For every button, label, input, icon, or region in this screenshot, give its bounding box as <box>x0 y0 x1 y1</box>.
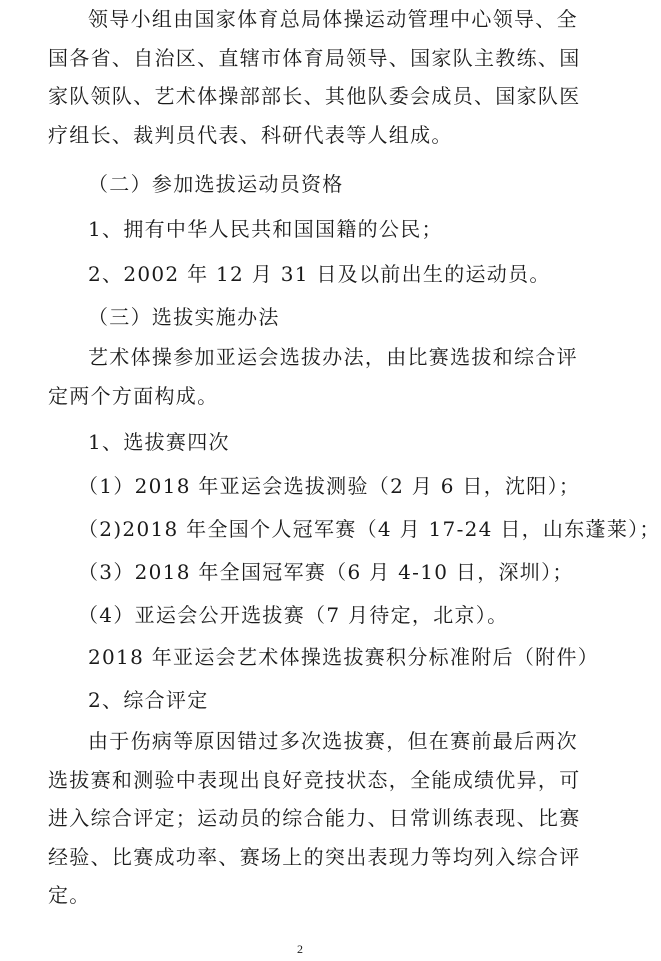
eligibility-item-nationality: 1、拥有中华人民共和国国籍的公民； <box>88 217 443 241</box>
paragraph-comprehensive-evaluation: 由于伤病等原因错过多次选拔赛，但在赛前最后两次选拔赛和测验中表现出良好竞技状态，全能成绩优异，可进入综合评定；运动员的综合能力、日常训练表现、比赛经验、比赛成功率、赛场上的突出表现力等均列入综合评定。 <box>48 729 581 907</box>
section-heading-athlete-eligibility: （二）参加选拔运动员资格 <box>88 172 344 196</box>
trial-event-1: （1）2018 年亚运会选拔测验（2 月 6 日，沈阳）； <box>78 474 581 498</box>
section-heading-selection-method: （三）选拔实施办法 <box>88 305 280 329</box>
trial-event-4: （4）亚运会公开选拔赛（7 月待定，北京）。 <box>78 603 509 627</box>
trial-event-3: （3）2018 年全国冠军赛（6 月 4-10 日，深圳）； <box>78 560 574 584</box>
subsection-heading-four-trials: 1、选拔赛四次 <box>88 430 230 454</box>
scoring-standard-note: 2018 年亚运会艺术体操选拔赛积分标准附后（附件） <box>88 645 600 669</box>
paragraph-selection-method: 艺术体操参加亚运会选拔办法，由比赛选拔和综合评定两个方面构成。 <box>48 345 578 408</box>
trial-event-2: （2)2018 年全国个人冠军赛（4 月 17-24 日，山东蓬莱）； <box>78 517 661 541</box>
eligibility-item-birthdate: 2、2002 年 12 月 31 日及以前出生的运动员。 <box>88 262 551 286</box>
subsection-heading-comprehensive-evaluation: 2、综合评定 <box>88 688 209 712</box>
paragraph-leadership-group: 领导小组由国家体育总局体操运动管理中心领导、全国各省、自治区、直辖市体育局领导、国家队主教练、国家队领队、艺术体操部部长、其他队委会成员、国家队医疗组长、裁判员代表、科研代表等人组成。 <box>48 7 581 147</box>
page-number: 2 <box>297 942 303 956</box>
